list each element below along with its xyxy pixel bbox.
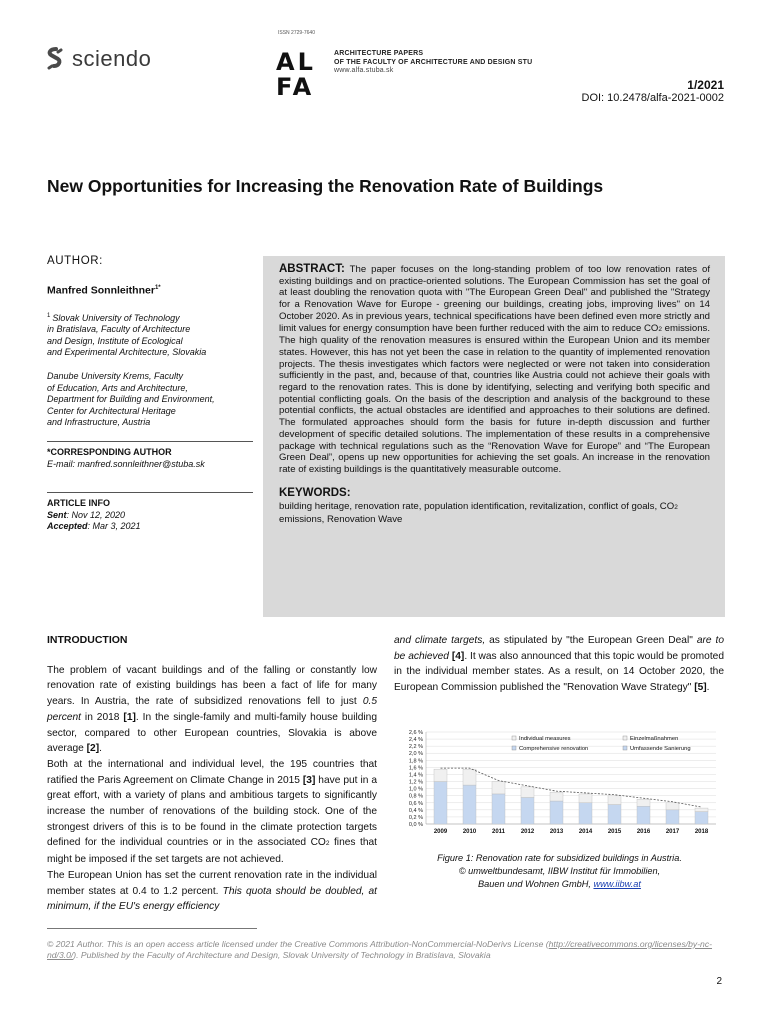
bar-segment — [492, 794, 505, 824]
article-info-label: ARTICLE INFO — [47, 498, 110, 509]
abstract-label: ABSTRACT: — [279, 263, 345, 275]
page-number: 2 — [716, 976, 722, 987]
abstract — [279, 264, 710, 476]
x-tick-label: 2017 — [665, 829, 680, 835]
text: The European Union has set the current renovation rate in the individual member states at 0.4 to 1.2 percent. — [47, 869, 377, 897]
y-tick-label: 1,0 % — [408, 786, 423, 793]
x-tick-label: 2011 — [491, 829, 506, 835]
x-tick-label: 2010 — [462, 829, 477, 835]
author-heading: AUTHOR: — [47, 255, 103, 267]
x-tick-label: 2018 — [694, 829, 709, 835]
keywords-label: KEYWORDS: — [279, 486, 351, 499]
text-italic: and climate targets, — [394, 635, 486, 646]
divider — [47, 441, 253, 442]
citation-ref[interactable]: [3] — [302, 774, 316, 786]
journal-url[interactable]: www.alfa.stuba.sk — [334, 67, 394, 74]
affiliation-1 — [47, 311, 257, 359]
text-italic: are to be achieved — [394, 635, 724, 662]
trend-line — [441, 768, 702, 807]
citation-ref[interactable]: [1] — [123, 711, 136, 723]
body-column-2 — [394, 633, 724, 696]
alfa-logo — [276, 50, 328, 102]
license-text: © 2021 Author. This is an open access article licensed under the Creative Commons Attribution-NonCommercial-NoDerivs License ( — [47, 939, 549, 949]
y-tick-label: 1,4 % — [408, 772, 423, 779]
bar-segment — [492, 782, 505, 794]
corresponding-author-label: *CORRESPONDING AUTHOR — [47, 447, 172, 458]
legend-swatch — [623, 746, 627, 750]
bar-segment — [550, 792, 563, 801]
aff1-line: in Bratislava, Faculty of Architecture — [47, 324, 191, 335]
figure-caption — [398, 852, 721, 891]
license-link[interactable]: http://creativecommons.org/licenses/by-nc-nd/3.0/ — [47, 939, 713, 960]
caption-line-3 — [398, 878, 721, 891]
x-tick-label: 2016 — [636, 829, 651, 835]
text: Both at the international and individual level, the 195 countries that ratified the Paris Agreement on Climate Change in 2015 — [47, 758, 377, 786]
journal-line-2: OF THE FACULTY OF ARCHITECTURE AND DESIGN STU — [334, 58, 533, 66]
text: The problem of vacant buildings and of the falling or constantly low renovation rate of existing buildings has been a fact of life for many years. In Austria, the rate of subsidized renovations fell to just — [47, 664, 377, 708]
chart-bars — [434, 769, 708, 824]
intro-paragraph-1 — [47, 663, 377, 757]
y-tick-label: 0,4 % — [408, 807, 423, 814]
affiliation-2 — [47, 371, 257, 429]
co2-subscript: 2 — [658, 325, 662, 333]
abstract-box — [263, 256, 725, 617]
text: in 2018 — [80, 711, 124, 723]
alfa-logo-line-2: FA — [276, 73, 315, 101]
chart-legend — [512, 736, 691, 752]
sciendo-logo — [44, 44, 151, 74]
legend-label: Individual measures — [519, 736, 571, 742]
bar-segment — [521, 797, 534, 824]
issue-number: 1/2021 — [687, 78, 724, 92]
text: . In the single-family and multi-family house building sector, compared to other European countries, Slovakia is above average — [47, 711, 377, 755]
x-axis-labels — [434, 829, 709, 835]
co2-subscript: 2 — [325, 840, 330, 848]
issn-text: ISSN 2729-7640 — [278, 30, 315, 36]
introduction-heading: INTRODUCTION — [47, 634, 128, 646]
logo-text: sciendo — [72, 46, 152, 71]
y-tick-label: 2,6 % — [408, 730, 423, 736]
legend-label: Einzelmaßnahmen — [630, 736, 679, 742]
caption-line-2: © umweltbundesamt, IIBW Institut für Immobilien, — [458, 866, 661, 876]
aff1-line: and Design, Institute of Ecological — [47, 335, 183, 346]
bar-segment — [695, 808, 708, 812]
sent-date — [47, 510, 257, 522]
y-tick-label: 0,8 % — [408, 793, 423, 800]
divider — [47, 492, 253, 493]
x-tick-label: 2013 — [549, 829, 564, 835]
y-tick-label: 0,6 % — [408, 800, 423, 807]
bar-segment — [637, 806, 650, 824]
citation-ref[interactable]: [5] — [694, 682, 707, 694]
author-sidebar — [47, 256, 257, 533]
bar-segment — [608, 805, 621, 824]
aff2-line: of Education, Arts and Architecture, — [47, 382, 188, 393]
bar-segment — [666, 810, 679, 824]
article-title: New Opportunities for Increasing the Renovation Rate of Buildings — [47, 176, 604, 196]
y-tick-label: 1,6 % — [408, 765, 423, 772]
doi: DOI: 10.2478/alfa-2021-0002 — [581, 92, 724, 104]
x-tick-label: 2009 — [433, 829, 448, 835]
sent-label: Sent — [47, 509, 67, 520]
author-email[interactable]: E-mail: manfred.sonnleithner@stuba.sk — [47, 458, 205, 469]
keywords-text-2: emissions, Renovation Wave — [279, 514, 403, 526]
y-tick-label: 2,2 % — [408, 744, 423, 751]
text: fines that might be imposed if the set targets are not achieved. — [47, 837, 377, 866]
legend-label: Umfassende Sanierung — [630, 746, 691, 752]
abstract-text-2: emissions. The high quality of the renovation measures is ensured within the European Union and its member states. However, this has not yet been the case in relation to the quantity of implemented renovation projects. The thesis investigates which factors were neglected or were not taken into consideration sufficiently in the past, and, because of that, countries like Austria could not achieve their goals with regard to the renovation rates. This is done by identifying, selecting and verifying both specific and potential conflicting goals. On the basis of the description and analysis of the background to these potential conflicts, the actual obstacles are identified and approaches to their solutions are defined. The formulated approaches should form the basis for future in-depth discussion and further development of specific detailed solutions. The implementation of these results in a comprehensive package with technical regulations such as the “Renovation Wave for Europe” and “The European Green Deal”, opens up new opportunities for achieving the set goals. An increase in the renovation rate of existing buildings is the quantitatively measurable outcome. — [279, 322, 710, 475]
sent-value: : Nov 12, 2020 — [66, 509, 126, 520]
iibw-link[interactable]: www.iibw.at — [593, 879, 641, 889]
citation-ref[interactable]: [4] — [451, 650, 465, 662]
x-tick-label: 2014 — [578, 829, 593, 835]
text: as stipulated by "the European Green Deal" — [485, 635, 697, 646]
caption-line-1: Figure 1: Renovation rate for subsidized buildings in Austria. — [437, 853, 682, 863]
alfa-logo-line-1: AL — [276, 48, 316, 76]
footnote-divider — [47, 928, 257, 929]
accepted-date — [47, 521, 257, 533]
intro-paragraph-3 — [47, 868, 377, 915]
author-sup: 1* — [154, 284, 161, 291]
bar-segment — [463, 769, 476, 785]
journal-line-1: ARCHITECTURE PAPERS — [334, 50, 424, 57]
bar-segment — [666, 803, 679, 810]
abstract-text-1: The paper focuses on the long-standing problem of too low renovation rates of existing buildings and on practice-oriented solutions. The European Commission has set the goal of at least doubling the renovation quota with "The European Green Deal" and published the "Strategy for a Renovation Wave for Europe - greening our buildings, creating jobs, improving lives" on 14 October 2020. As in previous years, technical specifications have been defined even more strictly and limit values for energy consumption have been further reduced with the aim to reduce CO — [279, 264, 710, 334]
bar-segment — [608, 796, 621, 805]
keywords-co2-subscript: 2 — [674, 504, 678, 512]
keywords — [279, 501, 710, 525]
accepted-value: : Mar 3, 2021 — [87, 521, 141, 532]
y-tick-label: 0,2 % — [408, 814, 423, 821]
aff1-line: Slovak University of Technology — [52, 312, 180, 323]
bar-segment — [521, 787, 534, 798]
bar-segment — [637, 799, 650, 806]
keywords-text-1: building heritage, renovation rate, population identification, revitalization, conflict of goals, CO — [279, 501, 675, 513]
body-column-1 — [47, 633, 377, 915]
aff2-line: Danube University Krems, Faculty — [47, 371, 184, 382]
author-name — [47, 283, 257, 297]
bar-segment — [695, 812, 708, 824]
y-tick-label: 2,4 % — [408, 737, 423, 744]
bar-segment — [579, 794, 592, 803]
text: . — [99, 743, 102, 755]
journal-name — [334, 50, 532, 76]
y-axis-ticks — [409, 730, 423, 828]
bar-segment — [550, 801, 563, 824]
y-tick-label: 1,2 % — [408, 779, 423, 786]
y-tick-label: 0,0 % — [408, 822, 423, 828]
x-tick-label: 2015 — [607, 829, 622, 835]
text: . — [706, 682, 710, 694]
text: have put in a great effort, with a variety of plans and ambitious targets to significantly increase the number of renovations of the building stock. One of the strongest drivers of this is to be found in the climate protection targets defined for the individual countries or in the associated CO — [47, 774, 378, 849]
legend-swatch — [623, 736, 627, 740]
aff2-line: and Infrastructure, Austria — [47, 417, 151, 428]
license-footer — [47, 939, 727, 961]
legend-swatch — [512, 746, 516, 750]
renovation-rate-chart — [398, 727, 721, 839]
caption-text: Bauen und Wohnen GmbH, — [478, 879, 594, 889]
bar-segment — [434, 782, 447, 824]
aff2-line: Center for Architectural Heritage — [47, 405, 176, 416]
author-name-text: Manfred Sonnleithner — [47, 284, 155, 297]
sciendo-mark-icon — [44, 47, 66, 71]
bar-segment — [463, 785, 476, 824]
legend-swatch — [512, 736, 516, 740]
license-text: ). Published by the Faculty of Architecture and Design, Slovak University of Technology in Bratislava, Slovakia — [73, 950, 491, 960]
aff2-line: Department for Building and Environment, — [47, 394, 215, 405]
aff1-line: and Experimental Architecture, Slovakia — [47, 347, 207, 358]
bar-segment — [579, 803, 592, 824]
y-tick-label: 2,0 % — [408, 751, 423, 758]
affiliation-1-num: 1 — [47, 312, 51, 319]
legend-label: Comprehensive renovation — [519, 746, 589, 752]
citation-ref[interactable]: [2] — [86, 743, 100, 755]
y-tick-label: 1,8 % — [408, 758, 423, 765]
x-tick-label: 2012 — [520, 829, 535, 835]
text-italic: 0.5 percent — [47, 696, 377, 723]
accepted-label: Accepted — [47, 521, 88, 532]
text-italic: This quota should be doubled, at minimum, if the EU's energy efficiency — [47, 885, 377, 913]
bar-segment — [434, 769, 447, 781]
intro-paragraph-2 — [47, 757, 377, 868]
continued-paragraph — [394, 633, 724, 696]
text: . It was also announced that this topic would be promoted in the individual member states. As a result, on 14 October 2020, the European Commission published the "Renovation Wave Strategy" — [394, 650, 724, 694]
